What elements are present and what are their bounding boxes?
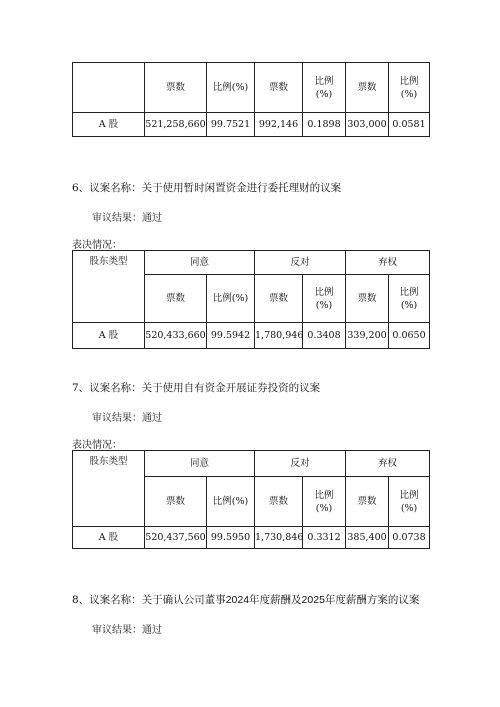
votes-header: 票数 [255, 63, 303, 113]
table-row [73, 527, 430, 549]
agree-ratio: 99.7521 [207, 113, 255, 137]
against-votes: 1,730,846 [255, 527, 303, 549]
against-header: 反对 [255, 251, 346, 275]
ratio-header: 比例 (%) [389, 477, 430, 527]
ratio-header: 比例(%) [207, 275, 255, 323]
votes-header: 票数 [145, 477, 207, 527]
against-votes: 992,146 [255, 113, 303, 137]
against-header: 反对 [255, 451, 346, 477]
agree-ratio: 99.5950 [207, 527, 255, 549]
votes-header: 票数 [346, 477, 389, 527]
section-7-caption: 表决情况： [72, 440, 122, 451]
table-row [73, 323, 430, 349]
ratio-header: 比例(%) [207, 63, 255, 113]
agree-ratio: 99.5942 [207, 323, 255, 349]
abstain-votes: 303,000 [346, 113, 389, 137]
agree-votes: 521,258,660 [145, 113, 207, 137]
section-7-heading: 7、议案名称：关于使用自有资金开展证券投资的议案 [72, 382, 321, 394]
votes-header: 票数 [145, 275, 207, 323]
empty-cell [73, 63, 145, 113]
agree-votes: 520,433,660 [145, 323, 207, 349]
section-6-heading: 6、议案名称：关于使用暂时闲置资金进行委托理财的议案 [72, 182, 342, 194]
ratio-header: 比例 (%) [303, 63, 346, 113]
abstain-votes: 339,200 [346, 323, 389, 349]
votes-header: 票数 [145, 63, 207, 113]
section-7-result: 审议结果：通过 [92, 413, 162, 424]
votes-header: 票数 [346, 275, 389, 323]
vote-table-6 [72, 250, 430, 349]
abstain-header: 弃权 [346, 251, 430, 275]
agree-header: 同意 [145, 451, 255, 477]
shareholder-type: A 股 [73, 113, 145, 137]
against-ratio: 0.1898 [303, 113, 346, 137]
shareholder-type: A 股 [73, 527, 145, 549]
ratio-header: 比例(%) [207, 477, 255, 527]
abstain-ratio: 0.0650 [389, 323, 430, 349]
shareholder-type-header: 股东类型 [73, 451, 145, 527]
votes-header: 票数 [255, 275, 303, 323]
votes-header: 票数 [346, 63, 389, 113]
votes-header: 票数 [255, 477, 303, 527]
section-8-result: 审议结果：通过 [92, 625, 162, 636]
abstain-ratio: 0.0581 [389, 113, 430, 137]
ratio-header: 比例 (%) [303, 275, 346, 323]
ratio-header: 比例 (%) [389, 63, 430, 113]
agree-header: 同意 [145, 251, 255, 275]
abstain-ratio: 0.0738 [389, 527, 430, 549]
ratio-header: 比例 (%) [303, 477, 346, 527]
section-8-heading: 8、议案名称：关于确认公司董事2024年度薪酬及2025年度薪酬方案的议案 [72, 594, 420, 606]
section-6-result: 审议结果：通过 [92, 213, 162, 224]
against-votes: 1,780,946 [255, 323, 303, 349]
table-row [73, 113, 430, 137]
ratio-header: 比例 (%) [389, 275, 430, 323]
abstain-header: 弃权 [346, 451, 430, 477]
vote-table-7 [72, 450, 430, 549]
section-6-caption: 表决情况： [72, 240, 122, 251]
shareholder-type-header: 股东类型 [73, 251, 145, 323]
shareholder-type: A 股 [73, 323, 145, 349]
abstain-votes: 385,400 [346, 527, 389, 549]
against-ratio: 0.3312 [303, 527, 346, 549]
agree-votes: 520,437,560 [145, 527, 207, 549]
vote-table-5 [72, 62, 430, 137]
against-ratio: 0.3408 [303, 323, 346, 349]
